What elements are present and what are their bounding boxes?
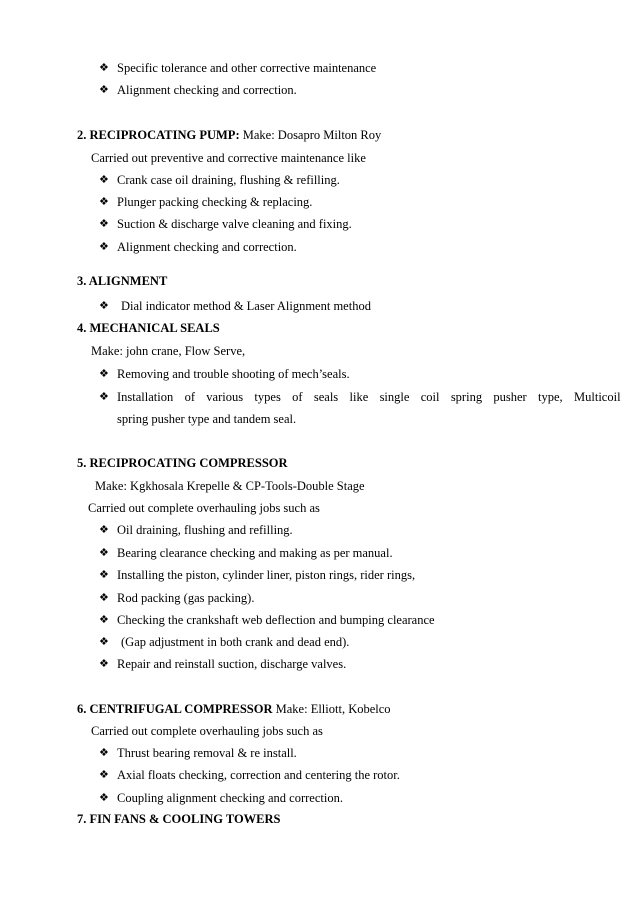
bullet-icon: ❖	[99, 218, 109, 230]
bullet-icon: ❖	[99, 174, 109, 186]
list-item: Suction & discharge valve cleaning and fixing.	[117, 217, 352, 231]
section-make: Make: Kgkhosala Krepelle & CP-Tools-Double Stage	[95, 479, 365, 493]
list-item: Axial floats checking, correction and centering the rotor.	[117, 768, 400, 782]
bullet-icon: ❖	[99, 592, 109, 604]
section-intro: Carried out preventive and corrective maintenance like	[91, 151, 366, 165]
section-heading: 3. ALIGNMENT	[77, 274, 168, 288]
list-item: Repair and reinstall suction, discharge valves.	[117, 657, 347, 671]
section-heading: 5. RECIPROCATING COMPRESSOR	[77, 456, 288, 470]
list-item: Plunger packing checking & replacing.	[117, 195, 313, 209]
section-intro: Carried out complete overhauling jobs such as	[91, 724, 323, 738]
bullet-icon: ❖	[99, 391, 109, 403]
list-item: Thrust bearing removal & re install.	[117, 746, 297, 760]
bullet-icon: ❖	[99, 547, 109, 559]
bullet-icon: ❖	[99, 84, 109, 96]
list-item: (Gap adjustment in both crank and dead end).	[121, 635, 350, 649]
bullet-icon: ❖	[99, 614, 109, 626]
bullet-icon: ❖	[99, 769, 109, 781]
bullet-icon: ❖	[99, 569, 109, 581]
section-intro: Carried out complete overhauling jobs such as	[88, 501, 320, 515]
section-make: Make: Dosapro Milton Roy	[239, 128, 382, 142]
list-item: Checking the crankshaft web deflection and bumping clearance	[117, 613, 435, 627]
bullet-icon: ❖	[99, 241, 109, 253]
list-item: Coupling alignment checking and correction.	[117, 791, 343, 805]
section-make: Make: john crane, Flow Serve,	[91, 344, 246, 358]
bullet-icon: ❖	[99, 62, 109, 74]
list-item: Alignment checking and correction.	[117, 83, 297, 97]
list-item-continuation: spring pusher type and tandem seal.	[117, 412, 297, 426]
bullet-icon: ❖	[99, 792, 109, 804]
bullet-icon: ❖	[99, 300, 109, 312]
section-make: Make: Elliott, Kobelco	[272, 702, 391, 716]
bullet-icon: ❖	[99, 636, 109, 648]
bullet-icon: ❖	[99, 368, 109, 380]
list-item: Alignment checking and correction.	[117, 240, 297, 254]
bullet-icon: ❖	[99, 658, 109, 670]
section-2-title	[77, 127, 381, 143]
bullet-icon: ❖	[99, 196, 109, 208]
list-item: Specific tolerance and other corrective maintenance	[117, 61, 377, 75]
section-heading: 7. FIN FANS & COOLING TOWERS	[77, 812, 281, 826]
bullet-icon: ❖	[99, 524, 109, 536]
list-item: Rod packing (gas packing).	[117, 591, 255, 605]
list-item: Bearing clearance checking and making as per manual.	[117, 546, 393, 560]
list-item: Removing and trouble shooting of mech’seals.	[117, 367, 350, 381]
section-heading: 6. CENTRIFUGAL COMPRESSOR	[77, 702, 273, 716]
bullet-icon: ❖	[99, 747, 109, 759]
list-item: Installing the piston, cylinder liner, piston rings, rider rings,	[117, 568, 416, 582]
list-item: Oil draining, flushing and refilling.	[117, 523, 293, 537]
section-heading: 4. MECHANICAL SEALS	[77, 321, 220, 335]
list-item: Crank case oil draining, flushing & refilling.	[117, 173, 340, 187]
list-item: Dial indicator method & Laser Alignment method	[121, 299, 371, 313]
list-item: Installation of various types of seals like single coil spring pusher type, Multicoil	[117, 390, 621, 404]
section-6-title	[77, 701, 391, 717]
section-heading: 2. RECIPROCATING PUMP:	[77, 128, 240, 142]
